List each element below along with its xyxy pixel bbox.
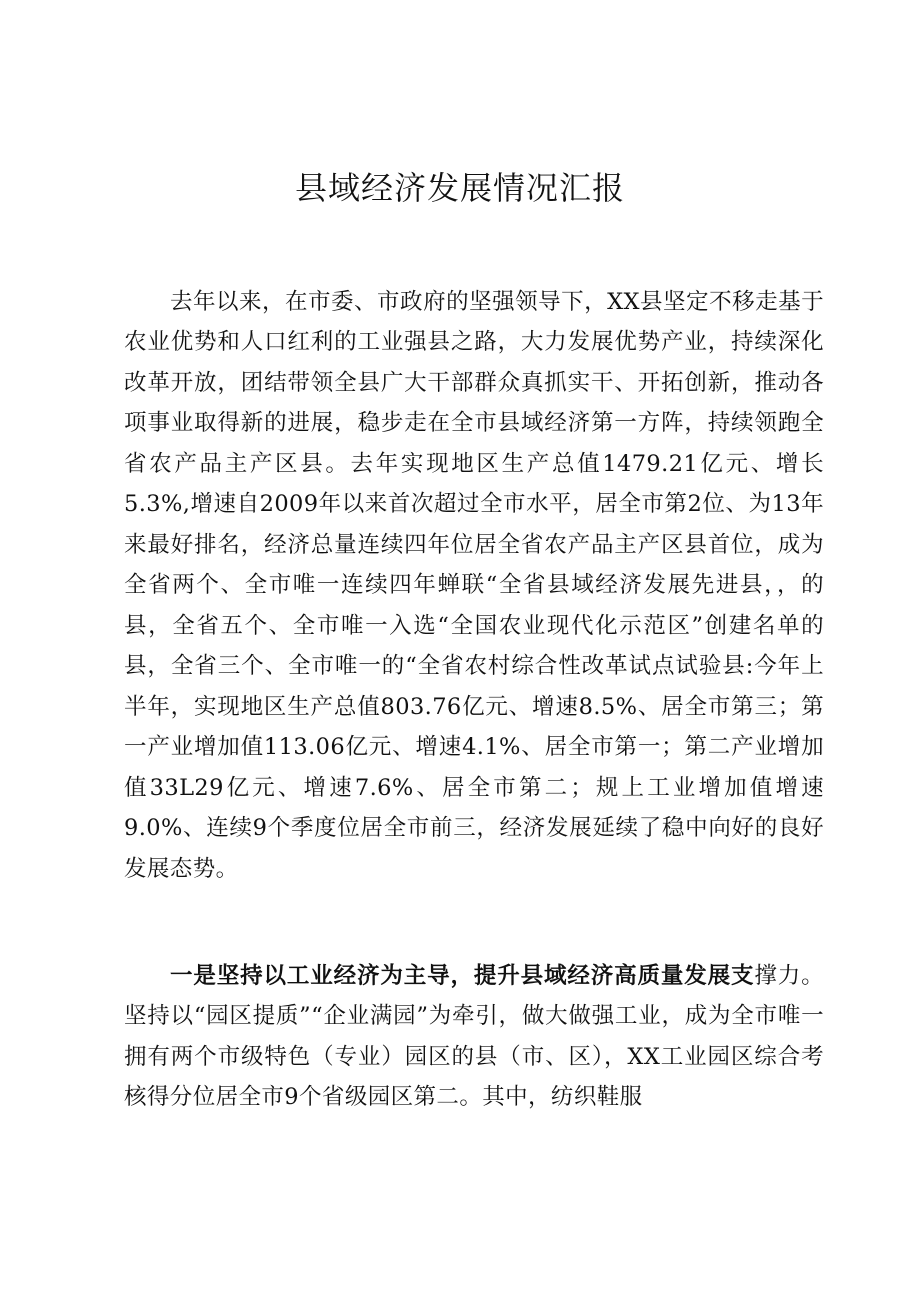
paragraph-text: 撑力。坚持以“园区提质”“企业满园”为牵引，做大做强工业，成为全市唯一拥有两个市级特色（专业）园区的县（市、区），XX工业园区综合考核得分位居全市9个省级园区第二。其中，纺织鞋服 xyxy=(124,962,824,1110)
body-paragraph-industry xyxy=(124,956,824,1118)
paragraph-lead-heading: 一是坚持以工业经济为主导，提升县域经济高质量发展支 xyxy=(170,962,755,989)
document-title: 县域经济发展情况汇报 xyxy=(294,169,625,207)
paragraph-text: 去年以来，在市委、市政府的坚强领导下，XX县坚定不移走基于农业优势和人口红利的工业强县之路，大力发展优势产业，持续深化改革开放，团结带领全县广大干部群众真抓实干、开拓创新，推动各项事业取得新的进展，稳步走在全市县域经济第一方阵，持续领跑全省农产品主产区县。去年实现地区生产总值1479.21亿元、增长5.3%,增速自2009年以来首次超过全市水平，居全市第2位、为13年来最好排名，经济总量连续四年位居全省农产品主产区县首位，成为全省两个、全市唯一连续四年蝉联“全省县域经济发展先进县，，的县，全省五个、全市唯一入选“全国农业现代化示范区”创建名单的县，全省三个、全市唯一的“全省农村综合性改革试点试验县:今年上半年，实现地区生产总值803.76亿元、增速8.5%、居全市第三；第一产业增加值113.06亿元、增速4.1%、居全市第一；第二产业增加值33L29亿元、增速7.6%、居全市第二；规上工业增加值增速9.0%、连续9个季度位居全市前三，经济发展延续了稳中向好的良好发展态势。 xyxy=(124,288,824,882)
body-paragraph-intro xyxy=(124,282,824,890)
